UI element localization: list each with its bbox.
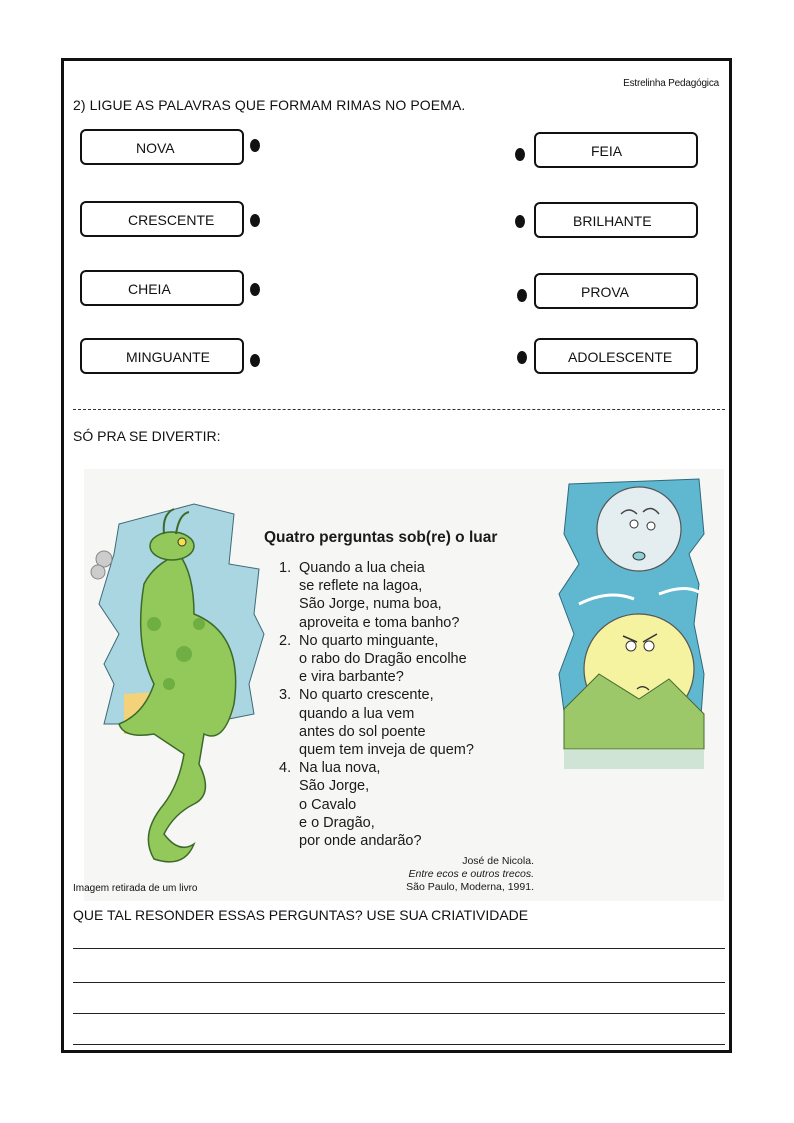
connector-dot-left-3[interactable] [250,283,260,296]
brand-label: Estrelinha Pedagógica [623,78,719,89]
credit-book: Entre ecos e outros trecos. [408,868,534,880]
poem-line: quem tem inveja de quem? [299,742,474,759]
word-label: CRESCENTE [128,212,215,228]
connector-dot-left-1[interactable] [250,139,260,152]
section-title: SÓ PRA SE DIVERTIR: [73,428,221,444]
poem-body [279,559,474,850]
stanza-number: 4. [279,760,292,777]
poem-line: aproveita e toma banho? [299,614,460,631]
right-word-box-adolescente[interactable] [534,338,698,374]
poem-line: o rabo do Dragão encolhe [299,651,467,668]
dragon-illustration [84,484,284,869]
exercise-question: 2) LIGUE AS PALAVRAS QUE FORMAM RIMAS NO POEMA. [73,97,466,113]
poem-line: No quarto minguante, [299,632,439,649]
poem-line: São Jorge, numa boa, [299,596,442,613]
word-label: NOVA [136,140,175,156]
stanza-number: 1. [279,560,292,576]
left-word-box-minguante[interactable] [80,338,244,374]
poem-stanza-2 [279,632,474,687]
right-word-box-brilhante[interactable] [534,202,698,238]
poem-line: antes do sol poente [299,723,426,740]
word-label: CHEIA [128,281,171,297]
connector-dot-left-2[interactable] [250,214,260,227]
connector-dot-right-2[interactable] [515,215,525,228]
left-word-box-crescente[interactable] [80,201,244,237]
worksheet-frame [61,58,732,1053]
moon-and-sun-illustration [539,474,724,774]
poem-line: Quando a lua cheia [299,560,425,576]
poem-line: e o Dragão, [299,814,375,831]
section-divider [73,409,725,410]
word-label: MINGUANTE [126,349,210,365]
right-word-box-prova[interactable] [534,273,698,309]
answer-line-1[interactable] [73,948,725,949]
poem-stanza-3 [279,686,474,759]
poem-line: Na lua nova, [299,760,381,777]
poem-line: e vira barbante? [299,669,404,686]
connector-dot-right-1[interactable] [515,148,525,161]
stanza-number: 3. [279,687,292,704]
answer-line-2[interactable] [73,982,725,983]
poem-credit [406,855,534,894]
answer-line-3[interactable] [73,1013,725,1014]
word-label: PROVA [581,284,629,300]
poem-line: o Cavalo [299,796,357,813]
answer-prompt: QUE TAL RESONDER ESSAS PERGUNTAS? USE SUA CRIATIVIDADE [73,907,529,923]
connector-dot-right-3[interactable] [517,289,527,302]
book-page-image [84,469,724,901]
connector-dot-left-4[interactable] [250,354,260,367]
word-label: ADOLESCENTE [568,349,673,365]
poem-line: por onde andarão? [299,833,422,850]
stanza-number: 2. [279,632,292,649]
poem-stanza-4 [279,759,474,850]
connector-dot-right-4[interactable] [517,351,527,364]
word-label: FEIA [591,143,623,159]
left-word-box-nova[interactable] [80,129,244,165]
poem-title: Quatro perguntas sob(re) o luar [264,529,498,546]
poem-stanza-1 [279,559,474,632]
poem-line: quando a lua vem [299,705,415,722]
poem-line: se reflete na lagoa, [299,578,423,595]
word-label: BRILHANTE [573,213,652,229]
poem-line: São Jorge, [299,778,370,795]
credit-author: José de Nicola. [462,855,534,867]
image-source-note: Imagem retirada de um livro [73,883,198,894]
left-word-box-cheia[interactable] [80,270,244,306]
poem-line: No quarto crescente, [299,687,434,704]
credit-publisher: São Paulo, Moderna, 1991. [406,881,534,893]
answer-line-4[interactable] [73,1044,725,1045]
right-word-box-feia[interactable] [534,132,698,168]
